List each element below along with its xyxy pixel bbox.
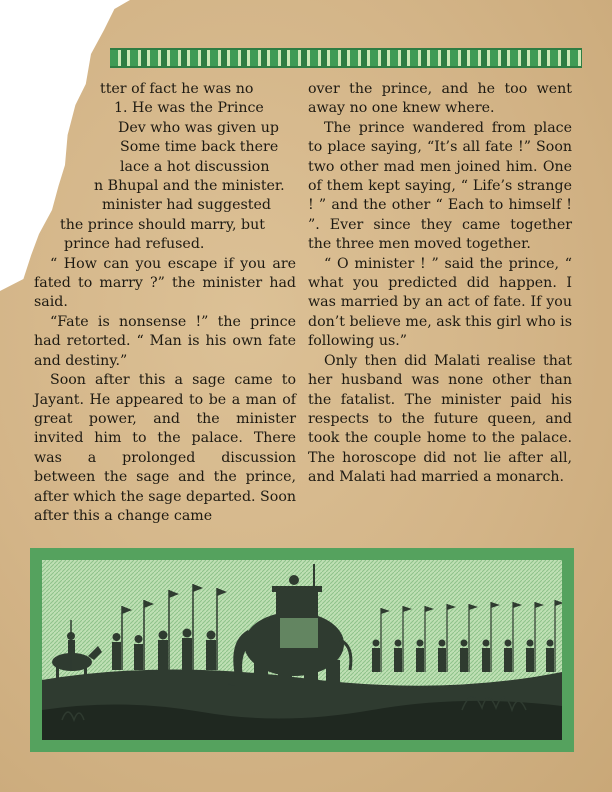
line: the prince should marry, but: [60, 216, 265, 233]
paragraph: over the prince, and he too went away no one knew where.: [308, 81, 572, 117]
line: Some time back there: [120, 139, 279, 156]
paragraph: “Fate is nonsense !” the prince had retorted. “ Man is his own fate and destiny.”: [34, 313, 296, 369]
line: tter of fact he was no: [100, 81, 254, 97]
royal-procession-elephant-soldiers-illustration-icon: [42, 560, 562, 740]
line: Dev who was given up: [118, 119, 279, 136]
line: prince had refused.: [64, 236, 205, 253]
paragraph: The prince wandered from place to place saying, “It’s all fate !” Soon two other mad men joined him. One of them kept saying, “ Life’s strange ! ” and the other “ Each to himself ! ”. Ever since they came together the three men moved together.: [308, 119, 572, 253]
paragraph: “ How can you escape if you are fated to marry ?” the minister had said.: [34, 255, 296, 311]
paragraph: Soon after this a sage came to Jayant. He appeared to be a man of great power, and the minister invited him to the palace. There was a prolonged discussion between the sage and the prince, after which the sage departed. Soon after this a change came: [34, 372, 296, 524]
line: n Bhupal and the minister.: [94, 178, 285, 195]
paragraph: “ O minister ! ” said the prince, “ what you predicted did happen. I was married by an act of fate. If you don’t believe me, ask this girl who is following us.”: [308, 255, 572, 350]
paragraph: Only then did Malati realise that her husband was none other than the fatalist. The minister paid his respects to the future queen, and took the couple home to the palace. The horoscope did not lie after all, and Malati had married a monarch.: [308, 352, 572, 486]
illustration-frame: [30, 548, 574, 752]
ornamental-border-icon: [110, 48, 582, 68]
left-column: [34, 80, 296, 526]
line: 1. He was the Prince: [114, 100, 264, 117]
right-column: [308, 80, 572, 488]
line: lace a hot discussion: [120, 158, 270, 175]
line: minister had suggested: [102, 197, 271, 214]
